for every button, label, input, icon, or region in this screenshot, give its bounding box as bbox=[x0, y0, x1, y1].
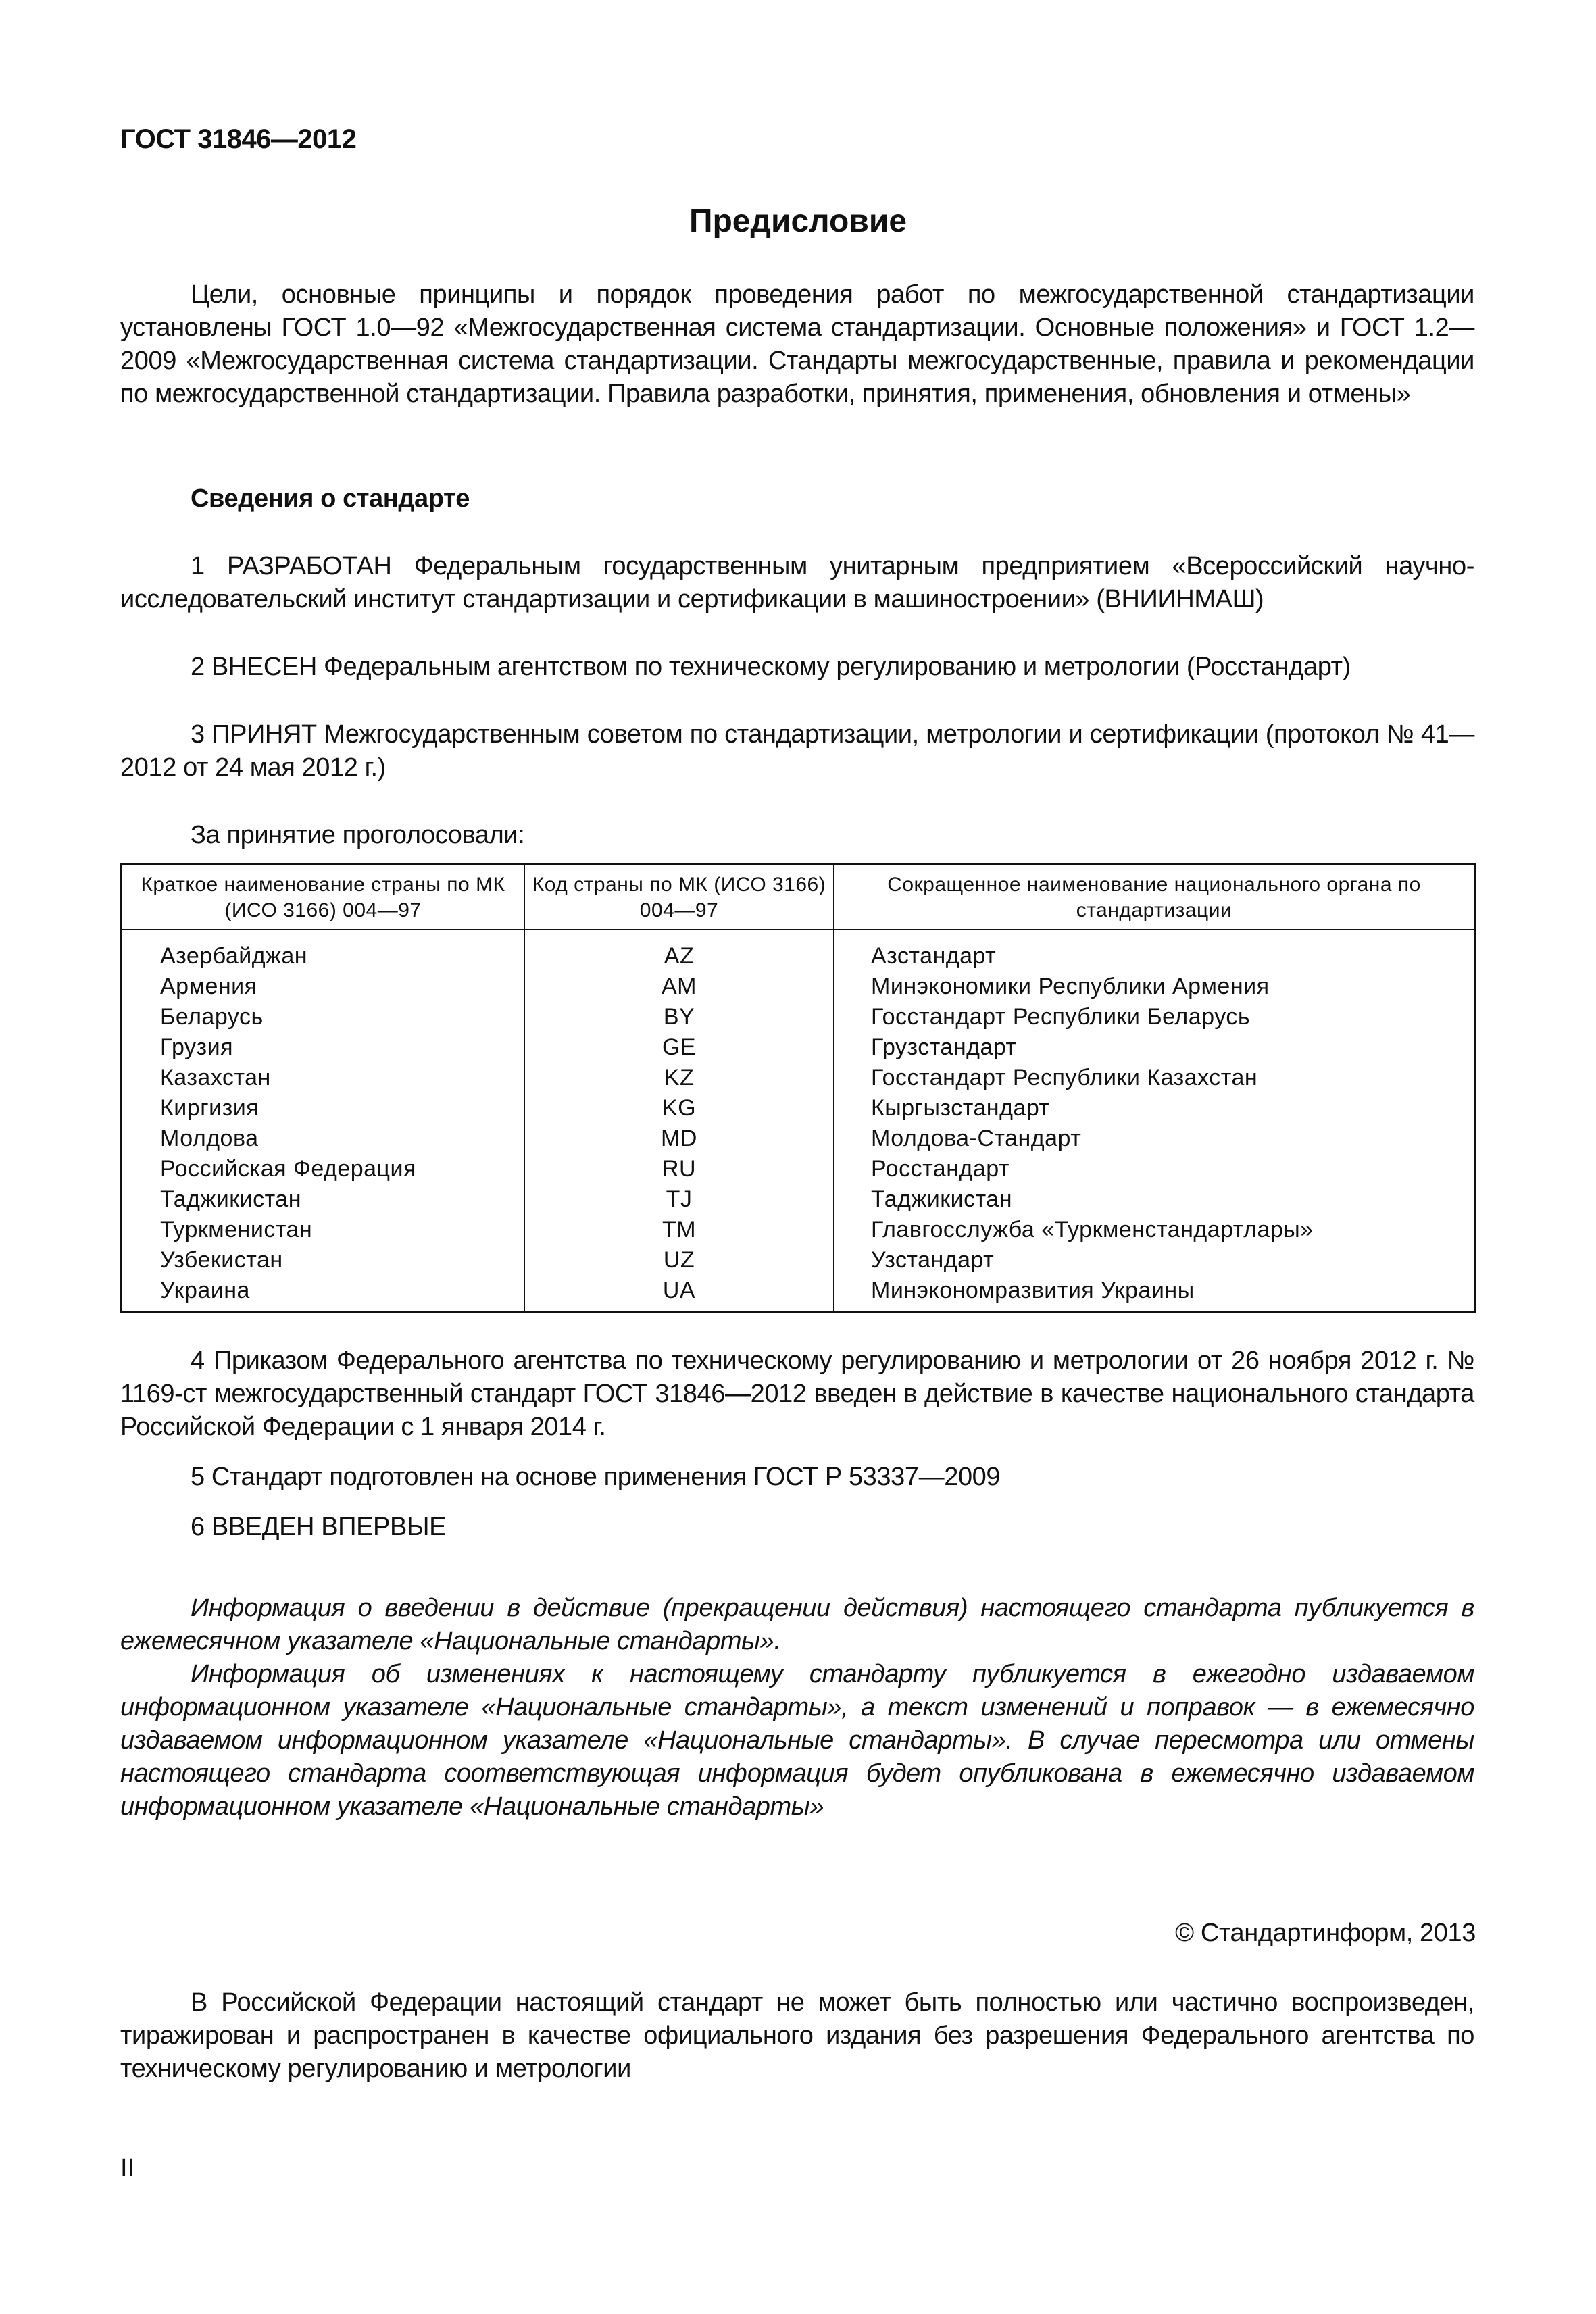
voted-label: За принятие проголосовали: bbox=[191, 821, 525, 849]
cell-code: UZ bbox=[524, 1245, 834, 1276]
info-1-text: Информация о введении в действие (прекращении действия) настоящего стандарта публикуется в ежемесячном указателе «Национальные стандарты». bbox=[120, 1594, 1474, 1655]
page-title: Предисловие bbox=[689, 203, 907, 239]
cell-body: Таджикистан bbox=[834, 1184, 1475, 1215]
copyright: © Стандартинформ, 2013 bbox=[1175, 1919, 1476, 1947]
table-row bbox=[122, 1093, 1475, 1124]
cell-code: UA bbox=[524, 1276, 834, 1313]
info-2-text: Информация об изменениях к настоящему стандарту публикуется в ежегодно издаваемом информационном указателе «Национальные стандарты», а текст изменений и поправок — в ежемесячно издаваемом информационном указателе «Национальные стандарты». В случае пересмотра или отмены настоящего стандарта соответствующая информация будет опубликована в ежемесячно издаваемом информационном указателе «Национальные стандарты» bbox=[120, 1660, 1474, 1821]
item-4 bbox=[120, 1344, 1474, 1444]
cell-country: Таджикистан bbox=[122, 1184, 525, 1215]
item-4-text: 4 Приказом Федерального агентства по техническому регулированию и метрологии от 26 ноября 2012 г. № 1169-ст межгосударственный стандарт ГОСТ 31846—2012 введен в действие в качестве национального стандарта Российской Федерации с 1 января 2014 г. bbox=[120, 1347, 1474, 1441]
item-5: 5 Стандарт подготовлен на основе применения ГОСТ Р 53337—2009 bbox=[191, 1463, 1001, 1491]
cell-code: TJ bbox=[524, 1184, 834, 1215]
cell-country: Казахстан bbox=[122, 1063, 525, 1093]
cell-code: RU bbox=[524, 1154, 834, 1184]
header-body: Сокращенное наименование национального органа по стандартизации bbox=[834, 865, 1475, 930]
cell-code: GE bbox=[524, 1032, 834, 1063]
cell-body: Азстандарт bbox=[834, 930, 1475, 972]
cell-code: MD bbox=[524, 1124, 834, 1154]
page-number: II bbox=[120, 2154, 135, 2182]
cell-country: Грузия bbox=[122, 1032, 525, 1063]
item-2: 2 ВНЕСЕН Федеральным агентством по техническому регулированию и метрологии (Росстандарт) bbox=[191, 653, 1351, 681]
notice-paragraph bbox=[120, 1986, 1474, 2086]
cell-country: Узбекистан bbox=[122, 1245, 525, 1276]
cell-body: Минэкономики Республики Армения bbox=[834, 972, 1475, 1002]
info-paragraph-2 bbox=[120, 1658, 1474, 1823]
table-row bbox=[122, 1276, 1475, 1313]
cell-country: Беларусь bbox=[122, 1002, 525, 1032]
cell-code: KZ bbox=[524, 1063, 834, 1093]
cell-country: Молдова bbox=[122, 1124, 525, 1154]
cell-country: Армения bbox=[122, 972, 525, 1002]
votes-table bbox=[120, 863, 1476, 1313]
table-row bbox=[122, 1124, 1475, 1154]
cell-code: KG bbox=[524, 1093, 834, 1124]
header-country: Краткое наименование страны по МК (ИСО 3166) 004—97 bbox=[122, 865, 525, 930]
table-row bbox=[122, 930, 1475, 972]
section-title: Сведения о стандарте bbox=[191, 484, 470, 513]
table-row bbox=[122, 1032, 1475, 1063]
table-row bbox=[122, 1184, 1475, 1215]
table-row bbox=[122, 1154, 1475, 1184]
cell-country: Российская Федерация bbox=[122, 1154, 525, 1184]
cell-code: BY bbox=[524, 1002, 834, 1032]
table-header-row bbox=[122, 865, 1475, 930]
item-3 bbox=[120, 718, 1474, 784]
cell-code: AM bbox=[524, 972, 834, 1002]
cell-country: Туркменистан bbox=[122, 1215, 525, 1245]
cell-code: TM bbox=[524, 1215, 834, 1245]
cell-body: Кыргызстандарт bbox=[834, 1093, 1475, 1124]
cell-country: Украина bbox=[122, 1276, 525, 1313]
table-row bbox=[122, 1245, 1475, 1276]
item-3-text: 3 ПРИНЯТ Межгосударственным советом по стандартизации, метрологии и сертификации (протокол № 41—2012 от 24 мая 2012 г.) bbox=[120, 720, 1474, 782]
intro-paragraph bbox=[120, 278, 1474, 411]
cell-body: Росстандарт bbox=[834, 1154, 1475, 1184]
table-row bbox=[122, 972, 1475, 1002]
cell-body: Госстандарт Республики Казахстан bbox=[834, 1063, 1475, 1093]
item-1-text: 1 РАЗРАБОТАН Федеральным государственным унитарным предприятием «Всероссийский научно-исследовательский институт стандартизации и сертификации в машиностроении» (ВНИИНМАШ) bbox=[120, 552, 1474, 613]
cell-body: Госстандарт Республики Беларусь bbox=[834, 1002, 1475, 1032]
header-code: Код страны по МК (ИСО 3166) 004—97 bbox=[524, 865, 834, 930]
item-6: 6 ВВЕДЕН ВПЕРВЫЕ bbox=[191, 1513, 447, 1541]
table-row bbox=[122, 1215, 1475, 1245]
intro-text: Цели, основные принципы и порядок проведения работ по межгосударственной стандартизации установлены ГОСТ 1.0—92 «Межгосударственная система стандартизации. Основные положения» и ГОСТ 1.2—2009 «Межгосударственная система стандартизации. Стандарты межгосударственные, правила и рекомендации по межгосударственной стандартизации. Правила разработки, принятия, применения, обновления и отмены» bbox=[120, 280, 1474, 408]
cell-country: Азербайджан bbox=[122, 930, 525, 972]
cell-body: Молдова-Стандарт bbox=[834, 1124, 1475, 1154]
cell-code: AZ bbox=[524, 930, 834, 972]
table-row bbox=[122, 1002, 1475, 1032]
cell-country: Киргизия bbox=[122, 1093, 525, 1124]
cell-body: Узстандарт bbox=[834, 1245, 1475, 1276]
document-header: ГОСТ 31846—2012 bbox=[120, 124, 357, 154]
table-row bbox=[122, 1063, 1475, 1093]
cell-body: Главгосслужба «Туркменстандартлары» bbox=[834, 1215, 1475, 1245]
notice-text: В Российской Федерации настоящий стандарт не может быть полностью или частично воспроизведен, тиражирован и распространен в качестве официального издания без разрешения Федерального агентства по техническому регулированию и метрологии bbox=[120, 1988, 1474, 2083]
cell-body: Минэкономразвития Украины bbox=[834, 1276, 1475, 1313]
cell-body: Грузстандарт bbox=[834, 1032, 1475, 1063]
item-1 bbox=[120, 550, 1474, 616]
info-paragraph-1 bbox=[120, 1592, 1474, 1658]
